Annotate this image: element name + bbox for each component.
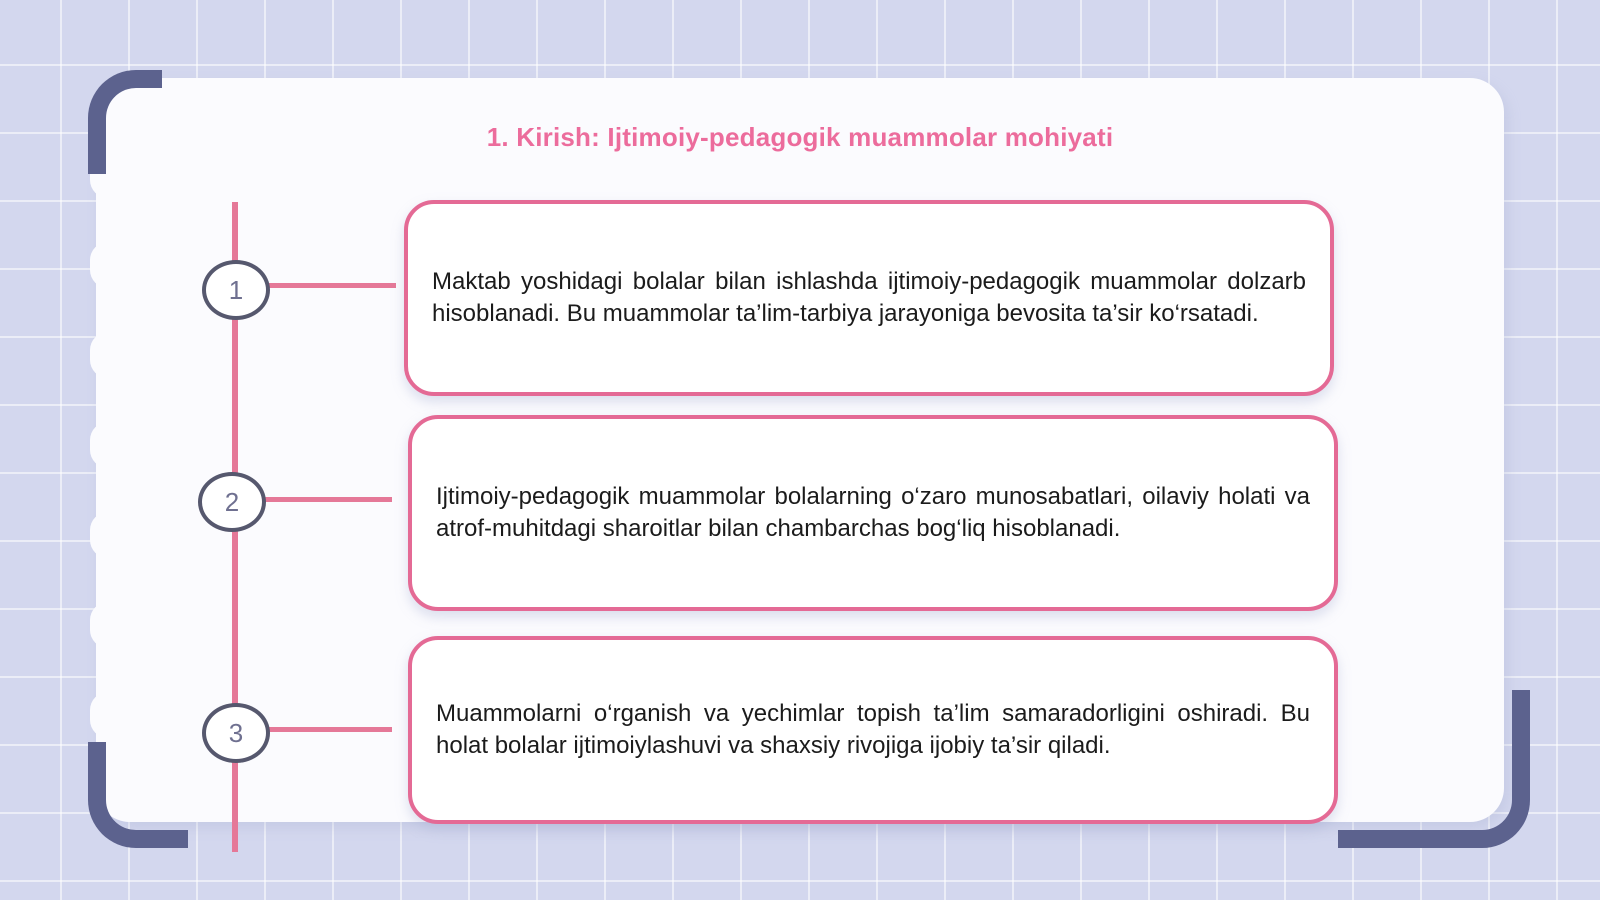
- step-number-3: 3: [202, 703, 270, 763]
- slide-title: 1. Kirish: Ijtimoiy-pedagogik muammolar mohiyati: [486, 122, 1114, 152]
- binder-notch: [90, 512, 126, 558]
- corner-bracket-bottom-left: [88, 742, 188, 848]
- content-text-3: Muammolarni o‘rganish va yechimlar topish ta’lim samaradorligini oshiradi. Bu holat bolalar ijtimoiylashuvi va shaxsiy rivojiga ijobiy ta’sir qiladi.: [436, 700, 1310, 759]
- content-box-3: [408, 636, 1338, 824]
- content-box-2: [408, 415, 1338, 611]
- corner-bracket-top-left: [88, 70, 162, 174]
- binder-notch: [90, 422, 126, 468]
- timeline-connector: [264, 497, 392, 502]
- binder-notch: [90, 332, 126, 378]
- timeline-connector: [268, 727, 392, 732]
- timeline-connector: [268, 283, 396, 288]
- corner-bracket-bottom-right: [1338, 690, 1530, 848]
- content-box-1: [404, 200, 1334, 396]
- binder-notch: [90, 692, 126, 738]
- content-text-2: Ijtimoiy-pedagogik muammolar bolalarning o‘zaro munosabatlari, oilaviy holati va atrof-muhitdagi sharoitlar bilan chambarchas bog‘liq hisoblanadi.: [436, 483, 1310, 542]
- binder-notch: [90, 242, 126, 288]
- content-text-1: Maktab yoshidagi bolalar bilan ishlashda ijtimoiy-pedagogik muammolar dolzarb hisoblanadi. Bu muammolar ta’lim-tarbiya jarayoniga bevosita ta’sir ko‘rsatadi.: [432, 268, 1306, 327]
- binder-notch: [90, 602, 126, 648]
- step-number-1: 1: [202, 260, 270, 320]
- step-number-2: 2: [198, 472, 266, 532]
